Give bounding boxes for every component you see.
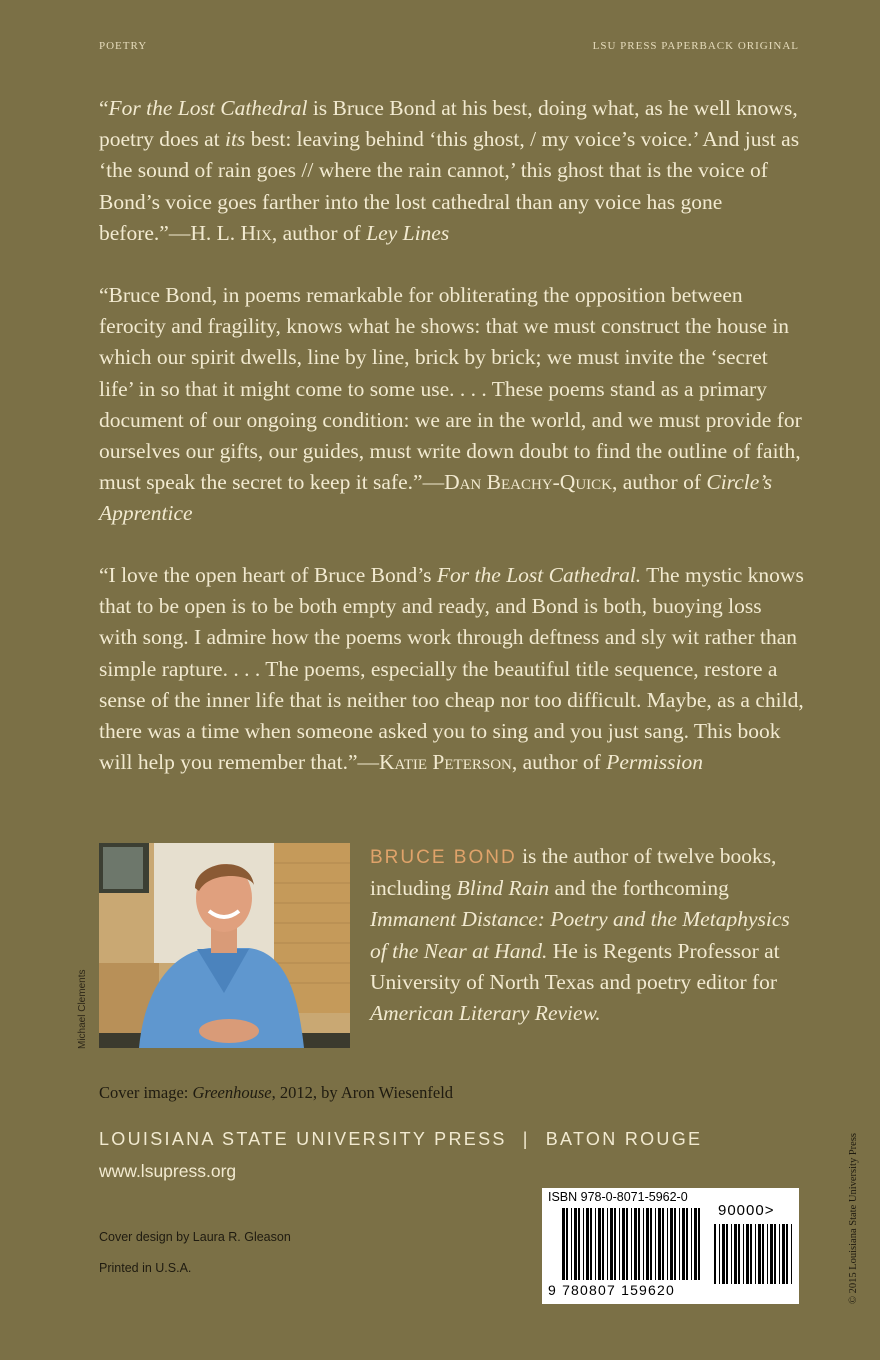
author-name: BRUCE BOND (370, 847, 517, 868)
blurb-hix: “For the Lost Cathedral is Bruce Bond at his best, doing what, as he well knows, poetry does at its best: leaving behind ‘this ghost, / my voice’s voice.’ And just as ‘the sound of rain goes // where the rain cannot,’ this ghost that is the voice of Bond’s voice goes farther into the lost cathedral than any voice has gone before.”—H. L. Hix, author of Ley Lines (99, 96, 800, 245)
format-label: LSU PRESS PAPERBACK ORIGINAL (592, 40, 799, 52)
blurb-peterson: “I love the open heart of Bruce Bond’s For the Lost Cathedral. The mystic knows that to be open is to be both empty and ready, and Bond is both, buoying loss with song. I admire how the poems work through deftness and sly wit rather than simple rapture. . . . The poems, especially the beautiful title sequence, restore a sense of the inner life that is neither too cheap nor too difficult. Maybe, as a child, there was a time when someone asked you to sing and you just sang. This book will help you remember that.”—Katie Peterson, author of Permission (99, 563, 804, 775)
barcode-digits: 9 780807 159620 (548, 1282, 675, 1298)
printed-in: Printed in U.S.A. (99, 1261, 192, 1275)
cover-image-credit: Cover image: Greenhouse, 2012, by Aron Wiesenfeld (99, 1083, 454, 1102)
publisher-separator: | (522, 1129, 530, 1149)
author-photo (99, 843, 350, 1048)
publisher-line (99, 1129, 702, 1150)
category-label: POETRY (99, 40, 148, 52)
blurb-author: Katie Peterson (379, 750, 512, 775)
blurb-author: H. L. Hix (190, 220, 272, 245)
blurb-beachy-quick: “Bruce Bond, in poems remarkable for obliterating the opposition between ferocity and fragility, knows what he shows: that we must construct the house in which our spirit dwells, line by line, brick by brick; we must invite the ‘secret life’ in so that it might come to some use. . . . These poems stand as a primary document of our ongoing condition: we are in the world, and we must provide for ourselves our gifts, our guides, must write down doubt to find the outline of faith, must speak the secret to keep it safe.”—Dan Beachy-Quick, author of Circle’s Apprentice (99, 283, 802, 526)
blurb-author: Dan Beachy-Quick (444, 470, 613, 495)
price-code: 90000> (718, 1202, 775, 1219)
isbn-barcode (542, 1188, 799, 1304)
isbn-number: ISBN 978-0-8071-5962-0 (548, 1190, 688, 1204)
cover-design-credit: Cover design by Laura R. Gleason (99, 1230, 291, 1244)
publisher-city: BATON ROUGE (545, 1129, 703, 1149)
publisher-website[interactable]: www.lsupress.org (99, 1161, 237, 1181)
copyright-notice: © 2015 Louisiana State University Press (848, 1133, 859, 1304)
publisher-name: LOUISIANA STATE UNIVERSITY PRESS (99, 1129, 507, 1149)
photo-credit: Michael Clements (77, 969, 88, 1049)
author-bio: BRUCE BOND is the author of twelve books, including Blind Rain and the forthcoming Immanent Distance: Poetry and the Metaphysics of the Near at Hand. He is Regents Professor at University of North Texas and poetry editor for American Literary Review. (370, 844, 790, 1026)
